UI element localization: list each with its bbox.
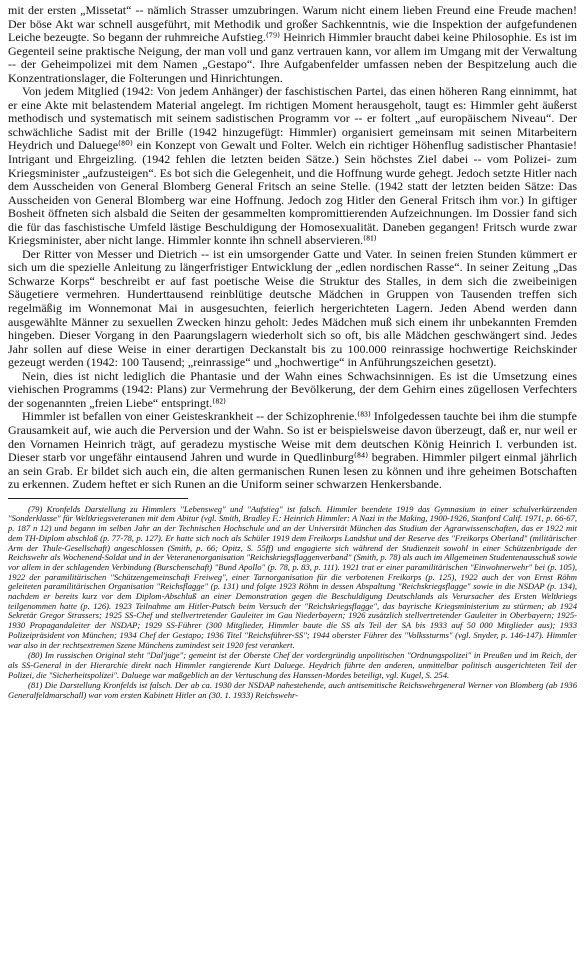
paragraph-5: Himmler ist befallen von einer Geisteskrankheit -- der Schizophrenie.⁽⁸³⁾ Infolgedessen tauchte bei ihm die stumpfe Grausamkeit auf, wie auch die Perversion und der Wahn. So ist er beispielsweise davon überzeugt, daß er, nur weil er den Vornamen Heinrich trägt, auf geradezu mystische Weise mit dem deutschen König Heinrich I. verbunden ist. Dieser starb vor ungefähr eintausend Jahren und wurde in Quedlinburg⁽⁸⁴⁾ begraben. Himmler pilgert einmal jährlich an sein Grab. Er bildet sich auch ein, die alten germanischen Runen lesen zu können und ihre geheimen Botschaften zu erkennen. Zudem heftet er sich Runen an die Uniform seiner schwarzen Henkersbande. (8, 409, 577, 492)
paragraph-4: Nein, dies ist nicht lediglich die Phantasie und der Wahn eines Schwachsinnigen. Es ist die Umsetzung eines viehischen Programms (1942: Plans) zur Vermehrung der Bevölkerung, der dem Gehirn eines zügellosen Verfechters der sogenannten „freien Liebe“ entspringt.⁽⁸²⁾ (8, 368, 577, 410)
paragraph-3: Der Ritter von Messer und Dietrich -- ist ein umsorgender Gatte und Vater. In seinen freien Stunden kümmert er sich um die spezielle Anleitung zu längerfristiger Entwicklung der „edlen nordischen Rasse“. In seiner Zeitung „Das Schwarze Korps“ beschreibt er auf fast poetische Weise die Struktur des Stalles, in dem sich die zweibeinigen Säugetiere vermehren. Hunderttausend reinblütige deutsche Mädchen in Gruppen von Tausenden treffen sich regelmäßig im Wonnemonat Mai in ausgesuchten, feierlich hergerichteten Lagern. Jeden Abend werden dann ausgewählte Männer zu sexuellen Zwecken hinzu geholt: Jedes Mädchen muß sich einem ihr unbekannten Fremden hingeben. Dieser Vorgang in den Paarungslagern wiederholt sich so oft, bis alle Mädchen geschwängert sind. Jedes Jahr sollen auf diese Weise in einer derartigen Deckanstalt bis zu 100.000 reinrassige hochwertige Reichskinder gezeugt werden (1942: 100 Tausend; „reinrassige“ und „hochwertige“ in Anführungszeichen gesetzt). (8, 246, 577, 370)
footnote-81: (81) Die Darstellung Kronfelds ist falsch. Der ab ca. 1930 der NSDAP nahestehende, auch antisemitische Reichswehrgeneral Werner von Blomberg (ab 1936 Generalfeldmarschall) war vom ersten Kabinett Hitler an (30. 1. 1933) Reichswehr- (8, 680, 577, 701)
main-text (8, 4, 577, 492)
footnote-80: (80) Im russischen Original steht "Dal'juge"; gemeint ist der Oberste Chef der vordergründig unpolitischen "Ordnungspolizei" in Preußen und im Reich, der als SS-General in der Hierarchie direkt nach Himmler rangierende Kurt Daluege. Heydrich führte den anderen, unmittelbar politisch ausgerichteten Teil der Polizei, die "Sicherheitspolizei". Daluege war maßgeblich an der Vertuschung des Hanssen-Mordes beteiligt, vgl. Kugel, S. 254. (8, 650, 577, 680)
paragraph-1: mit der ersten „Missetat“ -- nämlich Strasser umzubringen. Warum nicht einem lieben Freund eine Freude machen! Der böse Akt war schnell ausgeführt, mit Methodik und großer Sachkenntnis, wie die Inspektion der aufgefundenen Leiche bezeugte. So begann der ruhmreiche Aufstieg.⁽⁷⁹⁾ Heinrich Himmler braucht dabei keine Philosophie. Es ist im Gegenteil seine praktische Neigung, der man voll und ganz vertrauen kann, vor allem im Umgang mit der Verwaltung -- der Geheimpolizei mit dem Namen „Gestapo“. Ihre Aufgabenfelder umfassen neben der Bespitzelung auch die Konzentrationslager, die Folterungen und Hinrichtungen. (8, 3, 577, 85)
footnotes (8, 505, 577, 701)
paragraph-2: Von jedem Mitglied (1942: Von jedem Anhänger) der faschistischen Partei, das einen höheren Rang einnimmt, hat er eine Akte mit belastendem Material angelegt. Im richtigen Moment herausgeholt, taugt es: Himmler geht äußerst methodisch und systematisch mit seinem sadistischen Programm vor -- er foltert „auf europäischem Niveau“. Der schwächliche Sadist mit der Brille (1942 hinzugefügt: Himmler) organisiert gemeinsam mit seinen Mitarbeitern Heydrich und Daluege⁽⁸⁰⁾ ein Konzept von Gewalt und Folter. Welch ein richtiger Höhenflug sadistischer Phantasie! Intrigant und Ehrgeizling. (1942 fehlen die letzten beiden Sätze.) Sein höchstes Ziel dabei -- vom Polizei- zum Kriegsminister „aufzusteigen“. Es bot sich die Gelegenheit, und die Hoffnung wurde gehegt. Jedoch setzte Hitler nach dem Ausscheiden von General Blomberg General Fritsch an seine Stelle. (1942 statt der letzten beiden Sätze: Das Ausscheiden von General Blomberg war eine Hoffnung. Jedoch zog Hitler den General Fritsch ihm vor.) In giftiger Bosheit öffneten sich alsbald die Seiten der gesammelten kompromittierenden Aufzeichnungen. Im Dossier fand sich die für das faschistische Umfeld lästige Beschuldigung der Homosexualität. Daneben gegangen! Fritsch wurde zwar Kriegsminister, aber nicht lange. Himmler konnte ihn schnell abservieren.⁽⁸¹⁾ (8, 84, 577, 248)
footnote-separator (8, 498, 188, 499)
footnote-79: (79) Kronfelds Darstellung zu Himmlers "Lebensweg" und "Aufstieg" ist falsch. Himmler beendete 1919 das Gymnasium in einer schulverkürzenden "Sonderklasse" für Weltkriegsveteranen mit dem Abitur (vgl. Smith, Bradley F.: Heinrich Himmler: A Nazi in the Making, 1900-1926, Stanford Calif. 1971, p. 66-67, p. 187 n 12) und begann im selben Jahr an der Technischen Hochschule und an der Universität München das Studium der Agrarwissenschaften, das er 1922 mit dem TH-Diplom abschloß (p. 77-78, p. 127). Er hatte sich noch als Schüler 1919 dem Freikorps Landshut und der Reserve des "Freikorps Oberland" (militärischer Arm der Thule-Gesellschaft) angeschlossen (Smith, p. 66; Opitz, S. 55ff) und engagierte sich während der Studienzeit sowohl in einer Schützenbrigade der Reichswehr als Wochenend-Soldat und in der Veteranenorganisation "Reichskriegsflaggenverband" (Smith, p. 78) als auch im Allgemeinen Studentenausschuß sowie vor allem in der schlagenden Verbindung (Burschenschaft) "Bund Apollo" (p. 78, p. 83, p. 111). 1921 trat er einer paramilitärischen "Einwohnerwehr" bei (p. 105), 1922 der paramilitärischen "Schützengemeinschaft Freiweg", einer Tarnorganisation für die verbotenen Freikorps (p. 125), 1922 auch der von Ernst Röhm geleiteten paramilitärischen Organisation "Reichsflagge" (p. 131) und folgte 1923 Röhm in dessen Abspaltung "Reichskriegsflagge" sowie in die NSDAP (p. 134), nachdem er bereits kurz vor dem Diplom-Abschluß an einer Demonstration gegen die Beschuldigung Deutschlands als Verursacher des Ersten Weltkriegs teilgenommen hatte (p. 126). 1923 Teilnahme am Hitler-Putsch beim Versuch der "Reichskriegsflagge", das bayrische Kriegsministerium zu stürmen; ab 1924 Sekretär Gregor Strassers; 1925 SS-Chef und stellvertretender Gauleiter im Gau Niederbayern; 1926 zusätzlich stellvertretender Gauleiter in Oberbayern; 1925-1930 Propagandaleiter der NSDAP; 1929 SS-Führer (300 Mitglieder, Himmler baute die SS als Teil der SA bis 1933 auf 50 000 Mitglieder aus); 1933 Polizeipräsident von München; 1934 Chef der Gestapo; 1936 Titel "Reichsführer-SS"; 1944 oberster Führer des "Volkssturms" (vgl. Snyder, p. 146-147). Himmler war also in der rechtsextremen Szene Münchens zumindest seit 1920 fest verankert. (8, 503, 577, 650)
